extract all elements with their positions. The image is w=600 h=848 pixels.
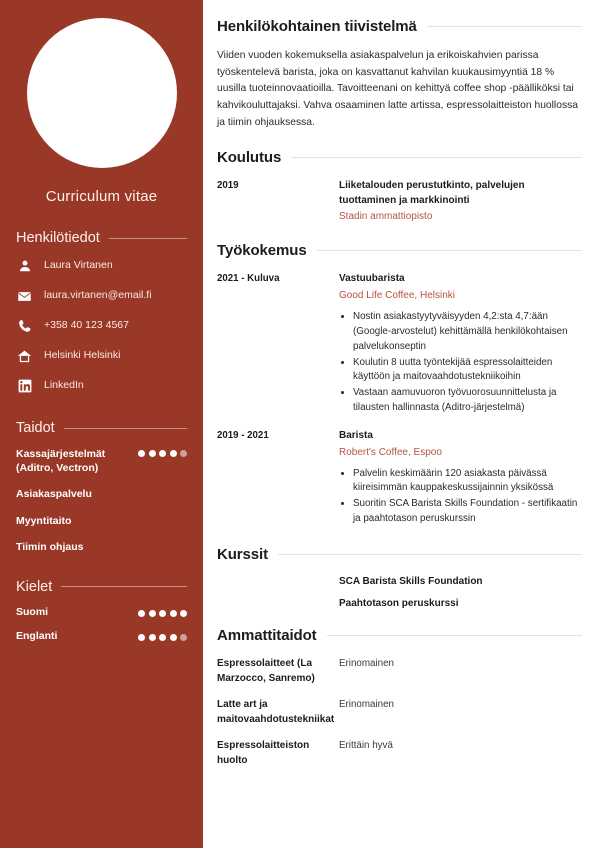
avatar-container (16, 0, 187, 168)
contact-value: +358 40 123 4567 (44, 319, 129, 332)
summary-heading (217, 18, 582, 35)
rating-dot (170, 450, 177, 457)
rating-dot (170, 634, 177, 641)
rating-dot (138, 610, 145, 617)
courses-heading (217, 546, 582, 563)
contact-item-phone[interactable] (16, 317, 187, 335)
education-period: 2019 (217, 180, 239, 192)
education-heading (217, 149, 582, 166)
section-professional-skills (217, 627, 582, 768)
rating-dot (138, 634, 145, 641)
section-summary (217, 18, 582, 131)
skill-item (16, 487, 187, 501)
rating-dot (159, 450, 166, 457)
bullet-item: • Suoritin SCA Barista Skills Foundation - sertifikaatin ja paahtotason peruskurssin (353, 497, 582, 527)
rating-dot (149, 634, 156, 641)
rating-dot (180, 610, 187, 617)
cv-title: Curriculum vitae (45, 188, 158, 205)
courses-heading-label: Kurssit (217, 546, 268, 564)
contact-item-email[interactable] (16, 287, 187, 305)
skill-label: Kassajärjestelmät (Aditro, Vectron) (16, 448, 106, 475)
summary-text: Viiden vuoden kokemuksella asiakaspalvelun ja erikoiskahvien parissa työskentelevä barista, joka on kasvattanut kahvilan kuukausimyyntiä 18 % uusilla tuoteinnovaatioilla. Tavoitteenani on kehittyä coffee shop -päälliköksi tai kahvikouluttajaksi. Vahva osaaminen latte artissa, espressolaitteiston huollossa ja tiimin ohjauksessa. (217, 50, 578, 128)
heading-rule (278, 554, 582, 555)
contact-item-name (16, 257, 187, 275)
rating-dot (159, 610, 166, 617)
professional-skills-heading (217, 627, 582, 644)
section-experience (217, 242, 582, 528)
phone-icon (16, 319, 33, 333)
education-org: Stadin ammattiopisto (339, 211, 433, 223)
heading-rule (109, 238, 187, 239)
experience-org: Robert's Coffee, Espoo (339, 446, 442, 458)
professional-skill-name: Latte art ja maitovaahdotustekniikat (217, 699, 335, 725)
rating-dot (180, 634, 187, 641)
language-item (16, 630, 187, 642)
avatar (27, 18, 177, 168)
experience-entry (217, 429, 582, 528)
course-period (217, 576, 339, 587)
professional-skill-row (217, 698, 582, 727)
language-rating-dots (138, 607, 187, 617)
heading-rule (317, 250, 582, 251)
experience-heading-label: Työkokemus (217, 242, 307, 260)
contact-value: LinkedIn (44, 379, 84, 392)
rating-dot (159, 634, 166, 641)
rating-dot (170, 610, 177, 617)
languages-heading-label: Kielet (16, 578, 53, 595)
bullet-item: • Palvelin keskimäärin 120 asiakasta päivässä kiireisimmän kauppakeskussijainnin yksikössä (353, 467, 582, 497)
rating-dot (149, 450, 156, 457)
language-item (16, 606, 187, 618)
person-icon (16, 259, 33, 273)
rating-dot (149, 610, 156, 617)
section-courses (217, 546, 582, 609)
education-heading-label: Koulutus (217, 149, 282, 167)
professional-skill-level: Erinomainen (339, 699, 395, 711)
bullet-item: • Nostin asiakastyytyväisyyden 4,2:sta 4,7:ään (Google-arvostelut) kehittämällä henkilökohtaisen palvelukonseptin (353, 310, 582, 355)
bullet-item: • Vastaan aamuvuoron työvuorosuunnittelusta ja tilausten hallinnasta (Aditro-järjestelmä) (353, 386, 582, 416)
skill-label: Myyntitaito (16, 514, 72, 527)
course-title: Paahtotason peruskurssi (339, 598, 459, 610)
professional-skill-level: Erittäin hyvä (339, 740, 393, 752)
professional-skills-heading-label: Ammattitaidot (217, 627, 317, 645)
experience-details (339, 272, 582, 417)
education-details (339, 179, 582, 224)
course-entry (217, 576, 582, 587)
summary-heading-label: Henkilökohtainen tiivistelmä (217, 18, 417, 35)
sidebar (0, 0, 203, 848)
professional-skill-name: Espressolaitteet (La Marzocco, Sanremo) (217, 658, 315, 684)
linkedin-icon (16, 379, 33, 393)
rating-dot (180, 450, 187, 457)
heading-rule (327, 635, 582, 636)
bullet-item: • Koulutin 8 uutta työntekijää espressolaitteiden käyttöön ja maitovaahdotustekniikoihin (353, 356, 582, 386)
professional-skill-row (217, 657, 582, 686)
heading-rule (64, 428, 187, 429)
contact-item-linkedin[interactable] (16, 377, 187, 395)
course-entry (217, 598, 582, 609)
professional-skill-level: Erinomainen (339, 658, 395, 670)
skills-heading-label: Taidot (16, 420, 55, 436)
language-label: Englanti (16, 629, 58, 642)
heading-rule (291, 157, 582, 158)
experience-period: 2021 - Kuluva (217, 273, 280, 285)
rating-dot (138, 450, 145, 457)
course-title: SCA Barista Skills Foundation (339, 576, 483, 588)
heading-rule (427, 26, 582, 27)
skill-label: Asiakaspalvelu (16, 488, 92, 501)
education-entry (217, 179, 582, 224)
experience-title: Vastuubarista (339, 273, 405, 285)
professional-skill-name: Espressolaitteiston huolto (217, 740, 310, 766)
home-icon (16, 349, 33, 364)
experience-title: Barista (339, 430, 373, 442)
education-title: Liiketalouden perustutkinto, palvelujen tuottaminen ja markkinointi (339, 180, 525, 206)
section-education (217, 149, 582, 224)
main-content (203, 0, 600, 848)
experience-entry (217, 272, 582, 417)
skill-item (16, 514, 187, 528)
languages-heading (16, 579, 187, 595)
skill-rating-dots (138, 447, 187, 457)
contact-heading-label: Henkilötiedot (16, 230, 100, 246)
entry-spacer (217, 421, 582, 429)
experience-bullets (339, 467, 582, 528)
skills-heading (16, 420, 187, 436)
experience-details (339, 429, 582, 528)
experience-period: 2019 - 2021 (217, 430, 269, 442)
contact-heading (16, 230, 187, 246)
professional-skill-row (217, 739, 582, 768)
skill-item (16, 540, 187, 554)
course-period (217, 598, 339, 609)
contact-value: laura.virtanen@email.fi (44, 289, 152, 302)
language-label: Suomi (16, 605, 49, 618)
skill-label: Tiimin ohjaus (16, 540, 84, 553)
language-rating-dots (138, 631, 187, 641)
skill-item (16, 447, 187, 475)
contact-item-location (16, 347, 187, 365)
contact-value: Laura Virtanen (44, 259, 113, 272)
contact-value: Helsinki Helsinki (44, 349, 121, 362)
experience-org: Good Life Coffee, Helsinki (339, 289, 455, 301)
experience-heading (217, 242, 582, 259)
experience-bullets (339, 310, 582, 416)
envelope-icon (16, 289, 33, 304)
heading-rule (61, 586, 187, 587)
